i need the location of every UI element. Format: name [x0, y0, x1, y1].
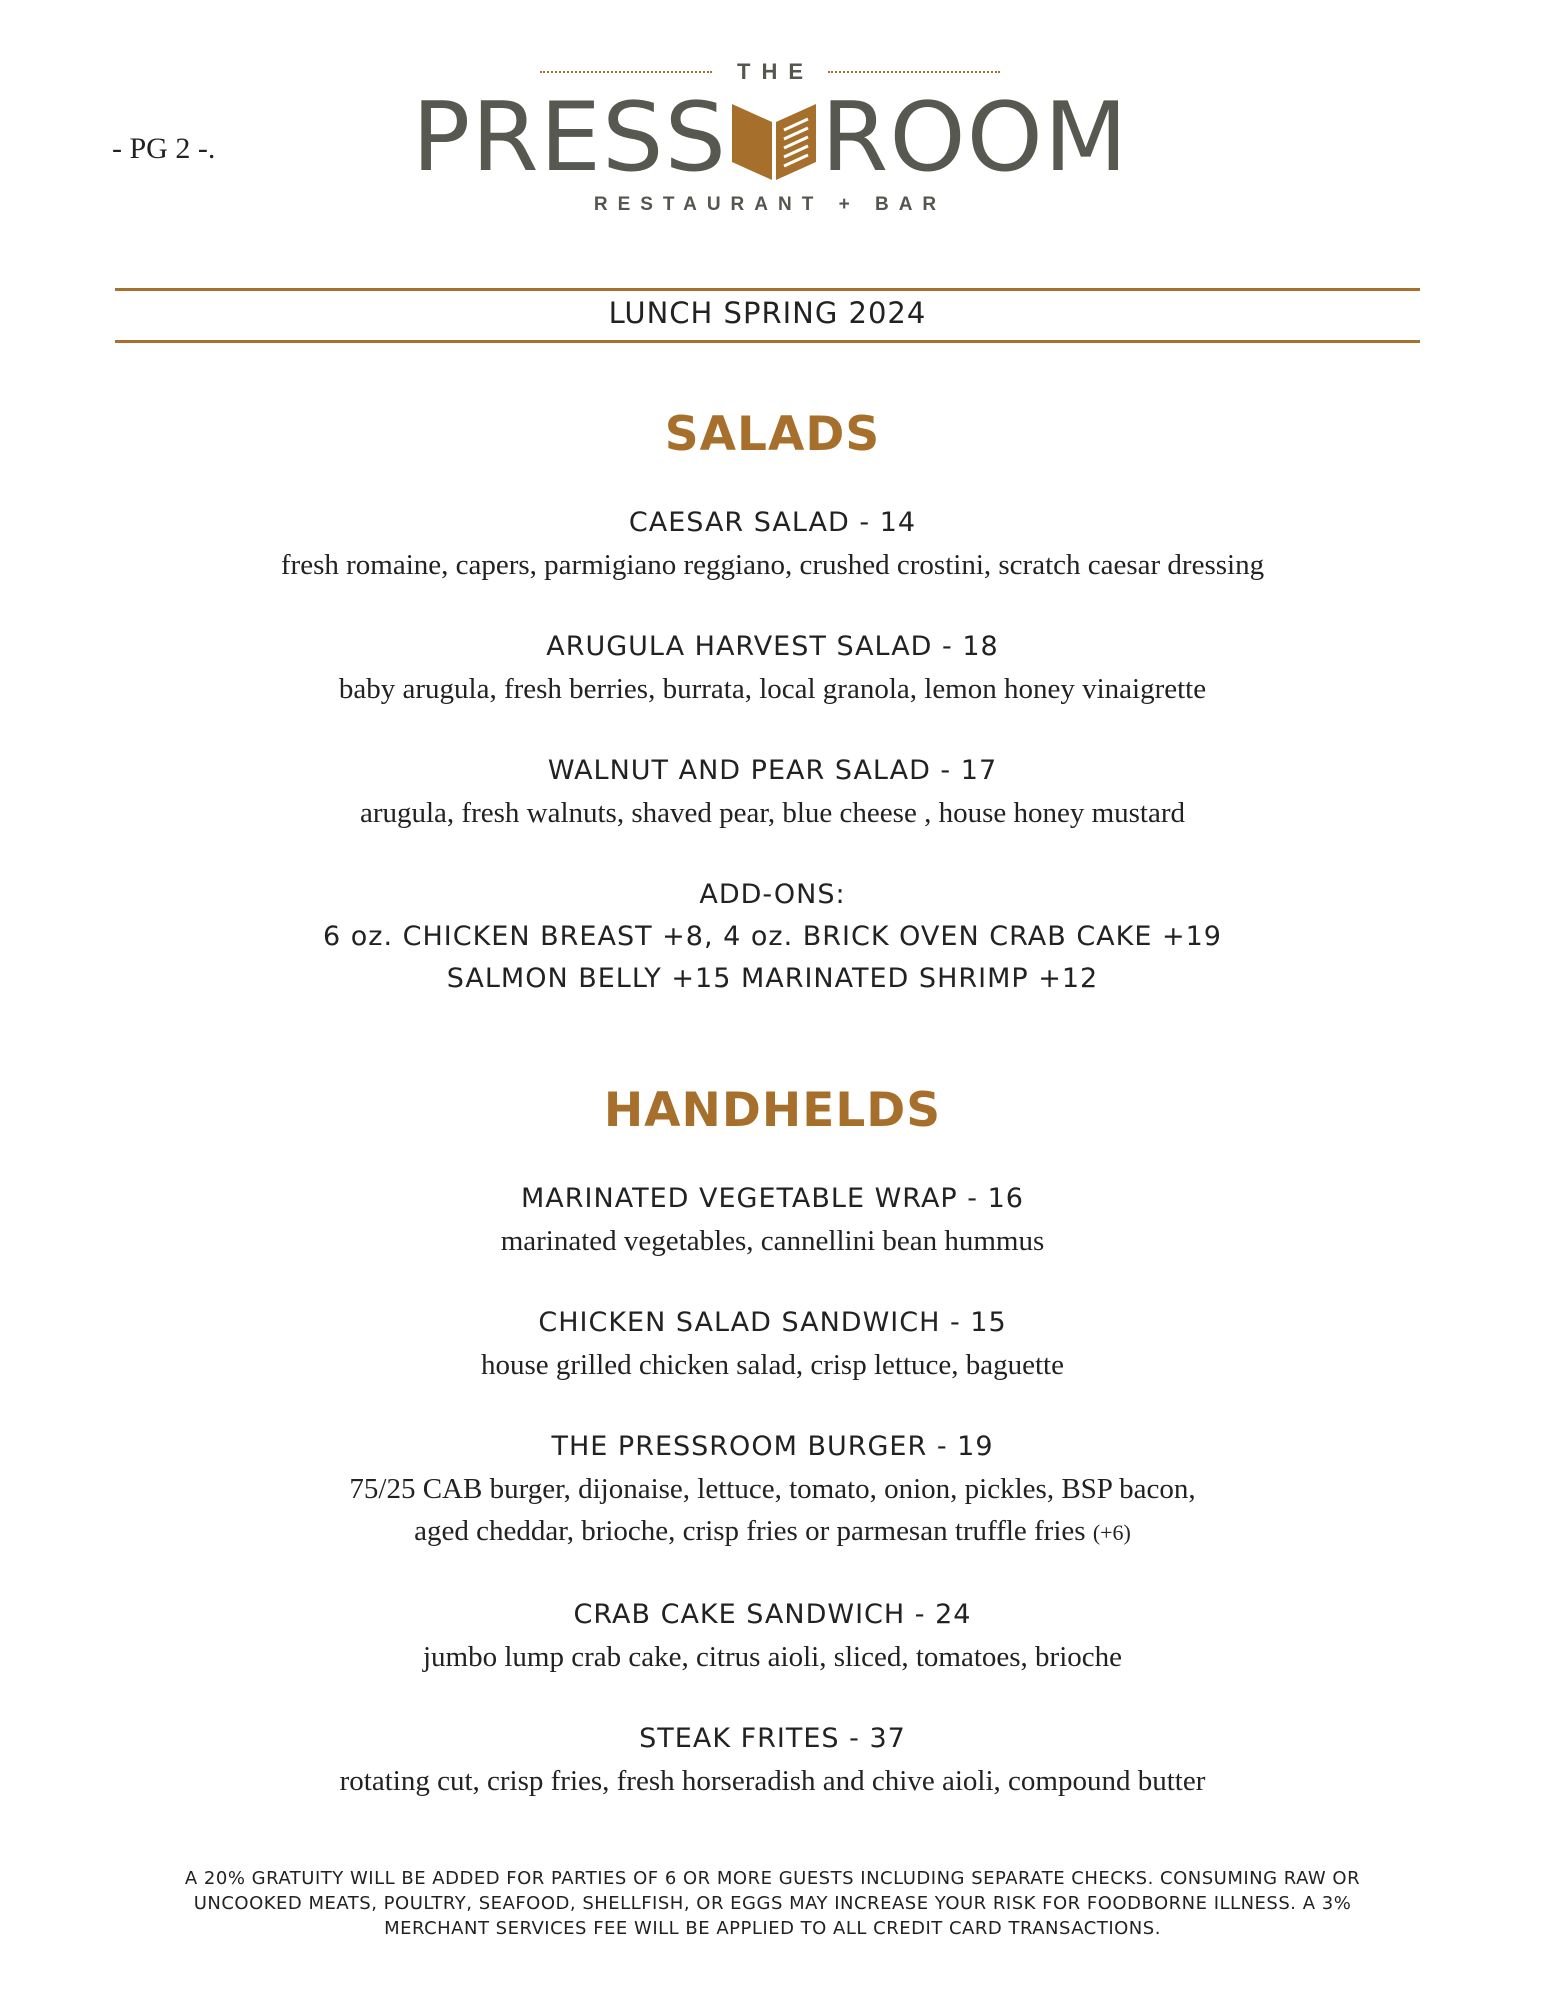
logo-wordmark — [380, 83, 1160, 193]
menu-item — [0, 1302, 1545, 1386]
logo-subtitle: RESTAURANT + BAR — [593, 194, 947, 215]
legal-disclaimer — [90, 1866, 1455, 1941]
menu-item — [0, 750, 1545, 834]
section-title: SALADS — [664, 407, 881, 462]
menu-body — [0, 398, 1545, 1802]
menu-item-description: marinated vegetables, cannellini bean hummus — [500, 1225, 1045, 1257]
page-number: - PG 2 -. — [112, 132, 216, 165]
menu-item-description: baby arugula, fresh berries, burrata, local granola, lemon honey vinaigrette — [338, 673, 1207, 705]
logo-press-text: PRESS — [411, 83, 727, 193]
add-ons — [0, 874, 1545, 1000]
menu-item-description-line-2 — [0, 1510, 1545, 1554]
section-handhelds — [0, 1074, 1545, 1802]
menu-item-description-text: aged cheddar, brioche, crisp fries or parmesan truffle fries — [414, 1515, 1086, 1547]
menu-item-name: CHICKEN SALAD SANDWICH - 15 — [538, 1307, 1007, 1338]
open-book-icon — [728, 92, 820, 184]
menu-item-upcharge-note: (+6) — [1092, 1520, 1131, 1545]
menu-item-name: CRAB CAKE SANDWICH - 24 — [573, 1599, 972, 1630]
menu-item-description: arugula, fresh walnuts, shaved pear, blue cheese , house honey mustard — [359, 797, 1186, 829]
banner-rule-bottom — [115, 340, 1420, 343]
logo-the-text: THE — [737, 59, 814, 84]
logo-dotted-rule-left — [540, 71, 712, 73]
menu-item-name: THE PRESSROOM BURGER - 19 — [551, 1431, 994, 1462]
menu-item — [0, 626, 1545, 710]
menu-item-description: rotating cut, crisp fries, fresh horseradish and chive aioli, compound butter — [339, 1765, 1206, 1797]
banner-rule-top — [115, 288, 1420, 291]
menu-item — [0, 1178, 1545, 1262]
add-ons-title: ADD-ONS: — [699, 879, 846, 910]
menu-item-description: 75/25 CAB burger, dijonaise, lettuce, tomato, onion, pickles, BSP bacon, — [349, 1473, 1196, 1505]
menu-item — [0, 1426, 1545, 1554]
disclaimer-line: MERCHANT SERVICES FEE WILL BE APPLIED TO ALL CREDIT CARD TRANSACTIONS. — [384, 1918, 1161, 1939]
menu-item-name: CAESAR SALAD - 14 — [628, 507, 917, 538]
restaurant-logo — [380, 52, 1160, 222]
menu-item-name: MARINATED VEGETABLE WRAP - 16 — [521, 1183, 1024, 1214]
disclaimer-line: UNCOOKED MEATS, POULTRY, SEAFOOD, SHELLFISH, OR EGGS MAY INCREASE YOUR RISK FOR FOODBORNE ILLNESS. A 3% — [193, 1893, 1352, 1914]
logo-the-row — [540, 58, 1000, 86]
menu-item-description: fresh romaine, capers, parmigiano reggiano, crushed crostini, scratch caesar dressing — [280, 549, 1265, 581]
menu-title: LUNCH SPRING 2024 — [608, 296, 927, 330]
menu-item-name: WALNUT AND PEAR SALAD - 17 — [547, 755, 998, 786]
menu-item-description: jumbo lump crab cake, citrus aioli, sliced, tomatoes, brioche — [422, 1641, 1123, 1673]
menu-item — [0, 1594, 1545, 1678]
section-title: HANDHELDS — [603, 1083, 942, 1138]
logo-dotted-rule-right — [828, 71, 1000, 73]
menu-item-name: ARUGULA HARVEST SALAD - 18 — [546, 631, 999, 662]
section-salads — [0, 398, 1545, 1000]
add-ons-line: SALMON BELLY +15 MARINATED SHRIMP +12 — [446, 963, 1099, 994]
menu-item — [0, 502, 1545, 586]
disclaimer-line: A 20% GRATUITY WILL BE ADDED FOR PARTIES OF 6 OR MORE GUESTS INCLUDING SEPARATE CHECKS. CONSUMING RAW OR — [184, 1868, 1361, 1889]
menu-item — [0, 1718, 1545, 1802]
logo-room-text: ROOM — [820, 83, 1129, 193]
menu-item-description: house grilled chicken salad, crisp lettuce, baguette — [480, 1349, 1064, 1381]
add-ons-line: 6 oz. CHICKEN BREAST +8, 4 oz. BRICK OVEN CRAB CAKE +19 — [323, 921, 1222, 952]
menu-item-name: STEAK FRITES - 37 — [639, 1723, 906, 1754]
